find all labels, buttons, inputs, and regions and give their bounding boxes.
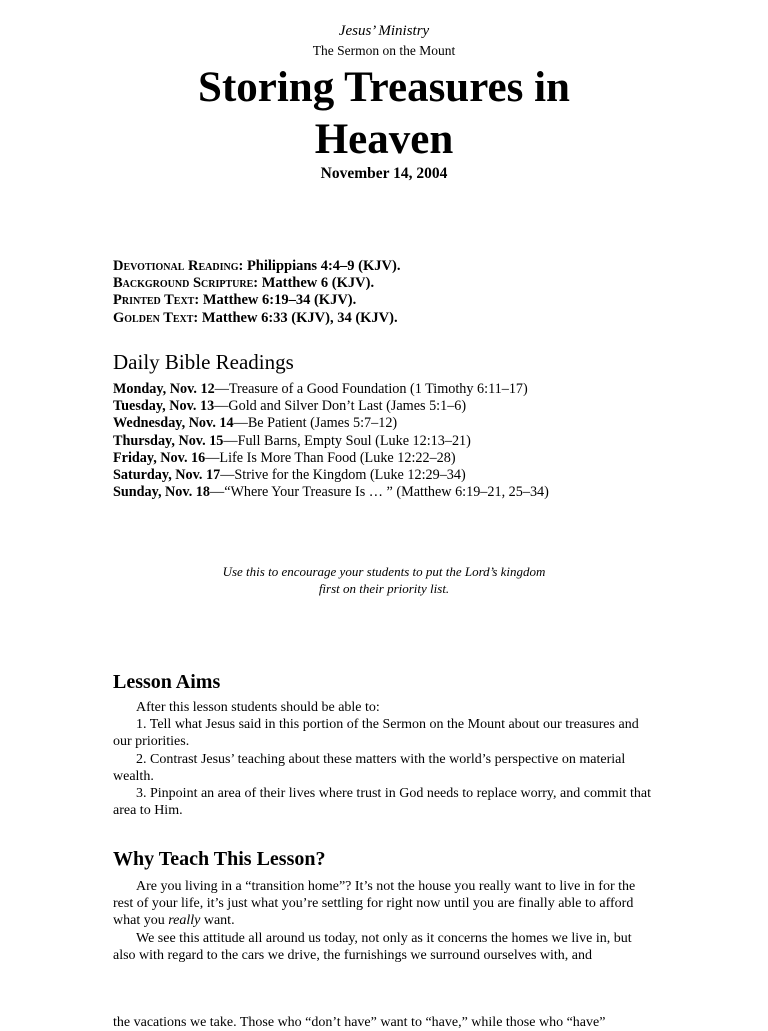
- meta-label: Golden Text:: [113, 309, 199, 326]
- lesson-aims-heading: Lesson Aims: [113, 671, 221, 693]
- printed-text: [113, 292, 673, 309]
- reading-day: Thursday, Nov. 15: [113, 432, 224, 449]
- reading-item: [113, 450, 713, 467]
- paragraph-text: Are you living in a “transition home”? It’s not the house you really want to live in for the rest of your life, it’s just what you’re settling for right now until you are finally able to afford what you: [113, 879, 636, 929]
- emphasis-text: really: [168, 913, 201, 929]
- encouragement-note: [0, 564, 768, 597]
- devotional-reading: [113, 258, 673, 275]
- why-teach-continued-line: the vacations we take. Those who “don’t have” want to “have,” while those who “have”: [113, 1015, 606, 1030]
- meta-suffix: (KJV), 34 (KJV).: [287, 309, 398, 326]
- reading-text: —Full Barns, Empty Soul (Luke 12:13–21): [223, 432, 471, 449]
- reading-item: [113, 398, 713, 415]
- reading-item: [113, 433, 713, 450]
- reading-item: [113, 484, 713, 501]
- meta-suffix: (KJV).: [354, 258, 401, 274]
- meta-value: Matthew 6:19–34: [202, 292, 311, 309]
- why-teach-heading: Why Teach This Lesson?: [113, 848, 326, 870]
- lesson-aim-item: 3. Pinpoint an area of their lives where trust in God needs to replace worry, and commit that area to Him.: [113, 786, 651, 819]
- why-teach-paragraph-2: We see this attitude all around us today, not only as it concerns the homes we live in, but also with regard to the cars we drive, the furnishings we surround ourselves with, and: [113, 930, 632, 963]
- encouragement-line-2: first on their priority list.: [318, 580, 450, 596]
- reading-day: Sunday, Nov. 18: [113, 484, 210, 501]
- reading-day: Wednesday, Nov. 14: [113, 415, 234, 432]
- background-scripture: [113, 275, 673, 292]
- reading-text: —“Where Your Treasure Is … ” (Matthew 6:19–21, 25–34): [210, 484, 549, 501]
- meta-suffix: (KJV).: [328, 275, 375, 292]
- why-teach-paragraph-1: [113, 878, 657, 930]
- meta-value: Matthew 6:33: [201, 309, 288, 326]
- reading-text: —Strive for the Kingdom (Luke 12:29–34): [220, 467, 466, 484]
- meta-value: Philippians 4:4–9: [246, 258, 355, 274]
- reading-day: Tuesday, Nov. 13: [113, 398, 215, 415]
- meta-label: Printed Text:: [113, 292, 200, 309]
- reading-item: [113, 381, 713, 398]
- encouragement-line-1: Use this to encourage your students to put the Lord’s kingdom: [222, 564, 546, 579]
- scripture-references: [113, 258, 673, 327]
- golden-text: [113, 310, 673, 327]
- reading-item: [113, 467, 713, 484]
- reading-text: —Gold and Silver Don’t Last (James 5:1–6): [214, 398, 467, 415]
- lesson-title: [0, 62, 768, 166]
- daily-readings-heading: Daily Bible Readings: [113, 350, 294, 374]
- daily-readings-list: [113, 381, 713, 501]
- series-subtitle: The Sermon on the Mount: [312, 43, 456, 58]
- meta-value: Matthew 6: [261, 275, 329, 292]
- reading-item: [113, 415, 713, 432]
- why-teach-body: [113, 878, 657, 964]
- meta-label: Background Scripture:: [113, 275, 259, 292]
- reading-text: —Life Is More Than Food (Luke 12:22–28): [205, 449, 456, 466]
- lesson-aim-item: 1. Tell what Jesus said in this portion of the Sermon on the Mount about our treasures and our priorities.: [113, 717, 639, 750]
- meta-label: Devotional Reading:: [113, 258, 244, 274]
- reading-day: Friday, Nov. 16: [113, 449, 206, 466]
- lesson-date: November 14, 2004: [320, 165, 448, 182]
- lesson-aim-item: 2. Contrast Jesus’ teaching about these matters with the world’s perspective on material wealth.: [113, 751, 626, 784]
- lesson-title-line-1: Storing Treasures in: [198, 64, 570, 111]
- reading-day: Saturday, Nov. 17: [113, 467, 221, 484]
- reading-day: Monday, Nov. 12: [113, 381, 215, 397]
- paragraph-text: want.: [200, 913, 235, 929]
- lesson-title-line-2: Heaven: [314, 116, 454, 163]
- reading-text: —Treasure of a Good Foundation (1 Timothy 6:11–17): [214, 381, 528, 397]
- series-title: Jesus’ Ministry: [338, 23, 430, 39]
- reading-text: —Be Patient (James 5:7–12): [233, 415, 398, 432]
- meta-suffix: (KJV).: [310, 292, 357, 309]
- lesson-aims-body: [113, 699, 657, 819]
- lesson-aims-intro: After this lesson students should be able to:: [136, 700, 380, 715]
